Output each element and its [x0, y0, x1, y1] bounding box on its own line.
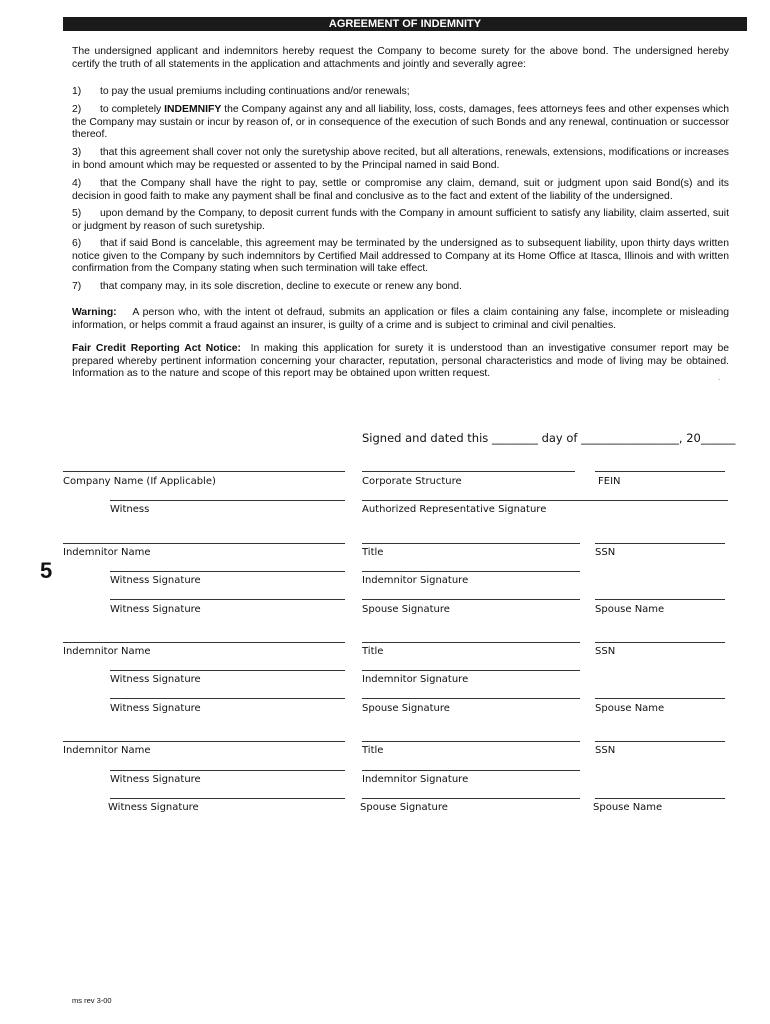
clause-number: 3)	[72, 147, 82, 158]
spouse-name-line[interactable]	[595, 698, 725, 699]
title-line[interactable]	[362, 642, 580, 643]
warning-paragraph	[72, 307, 729, 332]
authorized-rep-label: Authorized Representative Signature	[362, 504, 547, 515]
intro-paragraph: The undersigned applicant and indemnitors hereby request the Company to become surety for the above bond. The undersigned hereby certify the truth of all statements in the application and attachments and jointly and severally agree:	[72, 46, 729, 70]
company-name-line[interactable]	[63, 471, 345, 472]
indemnify-keyword: INDEMNIFY	[164, 104, 222, 115]
indemnitor-signature-label: Indemnitor Signature	[362, 774, 469, 785]
warning-text: A person who, with the intent ot defraud, submits an application or files a claim containing any false, incomplete or misleading information, or helps commit a fraud against an insurer, is guilty of a crime and is subject to criminal and civil penalties.	[72, 307, 729, 331]
signed-dated-line[interactable]: Signed and dated this ________ day of _________________, 20______	[362, 431, 736, 445]
clause-2	[72, 104, 729, 142]
spouse-signature-label: Spouse Signature	[362, 604, 450, 615]
spouse-signature-line[interactable]	[362, 698, 580, 699]
clause-text-post: the Company against any and all liability, loss, costs, damages, fees attorneys fees and other expenses which the Company may sustain or incur by reason of, or in consequence of the execution of such Bonds and any renewal, continuation or successor thereof.	[72, 104, 730, 140]
witness-signature-line[interactable]	[110, 571, 345, 572]
ssn-label: SSN	[595, 547, 616, 558]
clause-4	[72, 178, 729, 203]
witness-signature-label: Witness Signature	[110, 774, 201, 785]
fcra-label: Fair Credit Reporting Act Notice:	[72, 343, 241, 354]
fein-line[interactable]	[595, 471, 725, 472]
clause-number: 5)	[72, 208, 82, 219]
spouse-name-label: Spouse Name	[595, 604, 665, 615]
indemnitor-name-label: Indemnitor Name	[63, 745, 151, 756]
spouse-name-line[interactable]	[595, 599, 725, 600]
fein-label: FEIN	[598, 476, 621, 487]
clause-number: 7)	[72, 281, 82, 292]
clause-number: 2)	[72, 104, 82, 115]
indemnitor-signature-label: Indemnitor Signature	[362, 674, 469, 685]
spouse-signature-line[interactable]	[362, 798, 580, 799]
indemnitor-name-label: Indemnitor Name	[63, 646, 151, 657]
spouse-signature-label: Spouse Signature	[360, 802, 448, 813]
witness-signature-line[interactable]	[110, 599, 345, 600]
indemnitor-signature-line[interactable]	[362, 670, 580, 671]
spouse-name-line[interactable]	[595, 798, 725, 799]
clause-text-pre: to completely	[100, 104, 165, 115]
ssn-label: SSN	[595, 646, 616, 657]
witness-signature-line[interactable]	[110, 798, 345, 799]
indemnitor-name-line[interactable]	[63, 543, 345, 544]
witness-signature-label: Witness Signature	[110, 604, 201, 615]
spouse-name-label: Spouse Name	[593, 802, 663, 813]
clause-6	[72, 238, 729, 276]
clause-number: 6)	[72, 238, 82, 249]
witness-signature-label: Witness Signature	[110, 575, 201, 586]
title-line[interactable]	[362, 741, 580, 742]
clause-text: that this agreement shall cover not only the suretyship above recited, but all alterations, renewals, extensions, modifications or increases in bond amount which may be requested or assented to by the Principal named in said Bond.	[72, 147, 729, 171]
clause-text: to pay the usual premiums including continuations and/or renewals;	[100, 86, 410, 97]
ssn-label: SSN	[595, 745, 616, 756]
clause-text: that the Company shall have the right to pay, settle or compromise any claim, demand, suit or judgment upon said Bond(s) and its decision in good faith to make any payment shall be final and conclusive as to the fact and extent of the liability of the undersigned.	[72, 178, 729, 202]
indemnitor-signature-line[interactable]	[362, 571, 580, 572]
ssn-line[interactable]	[595, 543, 725, 544]
clause-text: that if said Bond is cancelable, this agreement may be terminated by the undersigned as to subsequent liability, upon thirty days written notice given to the Company by such indemnitors by Certified Mail addressed to Company at its Home Office at Itasca, Illinois and with written confirmation from the Company stating when such termination will take effect.	[72, 238, 729, 274]
witness-line[interactable]	[110, 500, 345, 501]
clause-text: that company may, in its sole discretion, decline to execute or renew any bond.	[100, 281, 462, 292]
clause-text: upon demand by the Company, to deposit current funds with the Company in amount sufficient to satisfy any liability, claim asserted, suit or judgment by reason of such suretyship.	[72, 208, 729, 232]
indemnitor-name-line[interactable]	[63, 642, 345, 643]
company-name-label: Company Name (If Applicable)	[63, 476, 216, 487]
witness-label: Witness	[110, 504, 150, 515]
clause-7	[72, 281, 729, 294]
form-revision: ms rev 3-00	[72, 996, 112, 1005]
authorized-rep-line[interactable]	[362, 500, 728, 501]
spouse-signature-label: Spouse Signature	[362, 703, 450, 714]
clause-5	[72, 208, 729, 233]
title-label: Title	[362, 646, 384, 657]
fcra-notice	[72, 343, 729, 381]
spouse-signature-line[interactable]	[362, 599, 580, 600]
ssn-line[interactable]	[595, 642, 725, 643]
ssn-line[interactable]	[595, 741, 725, 742]
title-label: Title	[362, 547, 384, 558]
agreement-title: AGREEMENT OF INDEMNITY	[63, 17, 747, 31]
stray-mark: .	[718, 373, 721, 382]
corporate-structure-line[interactable]	[362, 471, 575, 472]
clause-number: 1)	[72, 86, 82, 97]
fcra-text: In making this application for surety it is understood than an investigative consumer report may be prepared whereby pertinent information concerning your character, reputation, personal characteristics and mode of living may be obtained. Information as to the nature and scope of this report may be obtained upon written request.	[72, 343, 730, 379]
page-number: 5	[40, 558, 53, 583]
indemnitor-name-label: Indemnitor Name	[63, 547, 151, 558]
witness-signature-line[interactable]	[110, 670, 345, 671]
clause-1	[72, 86, 729, 99]
witness-signature-label: Witness Signature	[110, 674, 201, 685]
warning-label: Warning:	[72, 307, 117, 318]
witness-signature-line[interactable]	[110, 698, 345, 699]
witness-signature-label: Witness Signature	[108, 802, 199, 813]
title-label: Title	[362, 745, 384, 756]
clause-number: 4)	[72, 178, 82, 189]
indemnitor-signature-line[interactable]	[362, 770, 580, 771]
witness-signature-label: Witness Signature	[110, 703, 201, 714]
indemnitor-signature-label: Indemnitor Signature	[362, 575, 469, 586]
clause-3	[72, 147, 729, 172]
witness-signature-line[interactable]	[110, 770, 345, 771]
title-line[interactable]	[362, 543, 580, 544]
spouse-name-label: Spouse Name	[595, 703, 665, 714]
corporate-structure-label: Corporate Structure	[362, 476, 462, 487]
indemnitor-name-line[interactable]	[63, 741, 345, 742]
